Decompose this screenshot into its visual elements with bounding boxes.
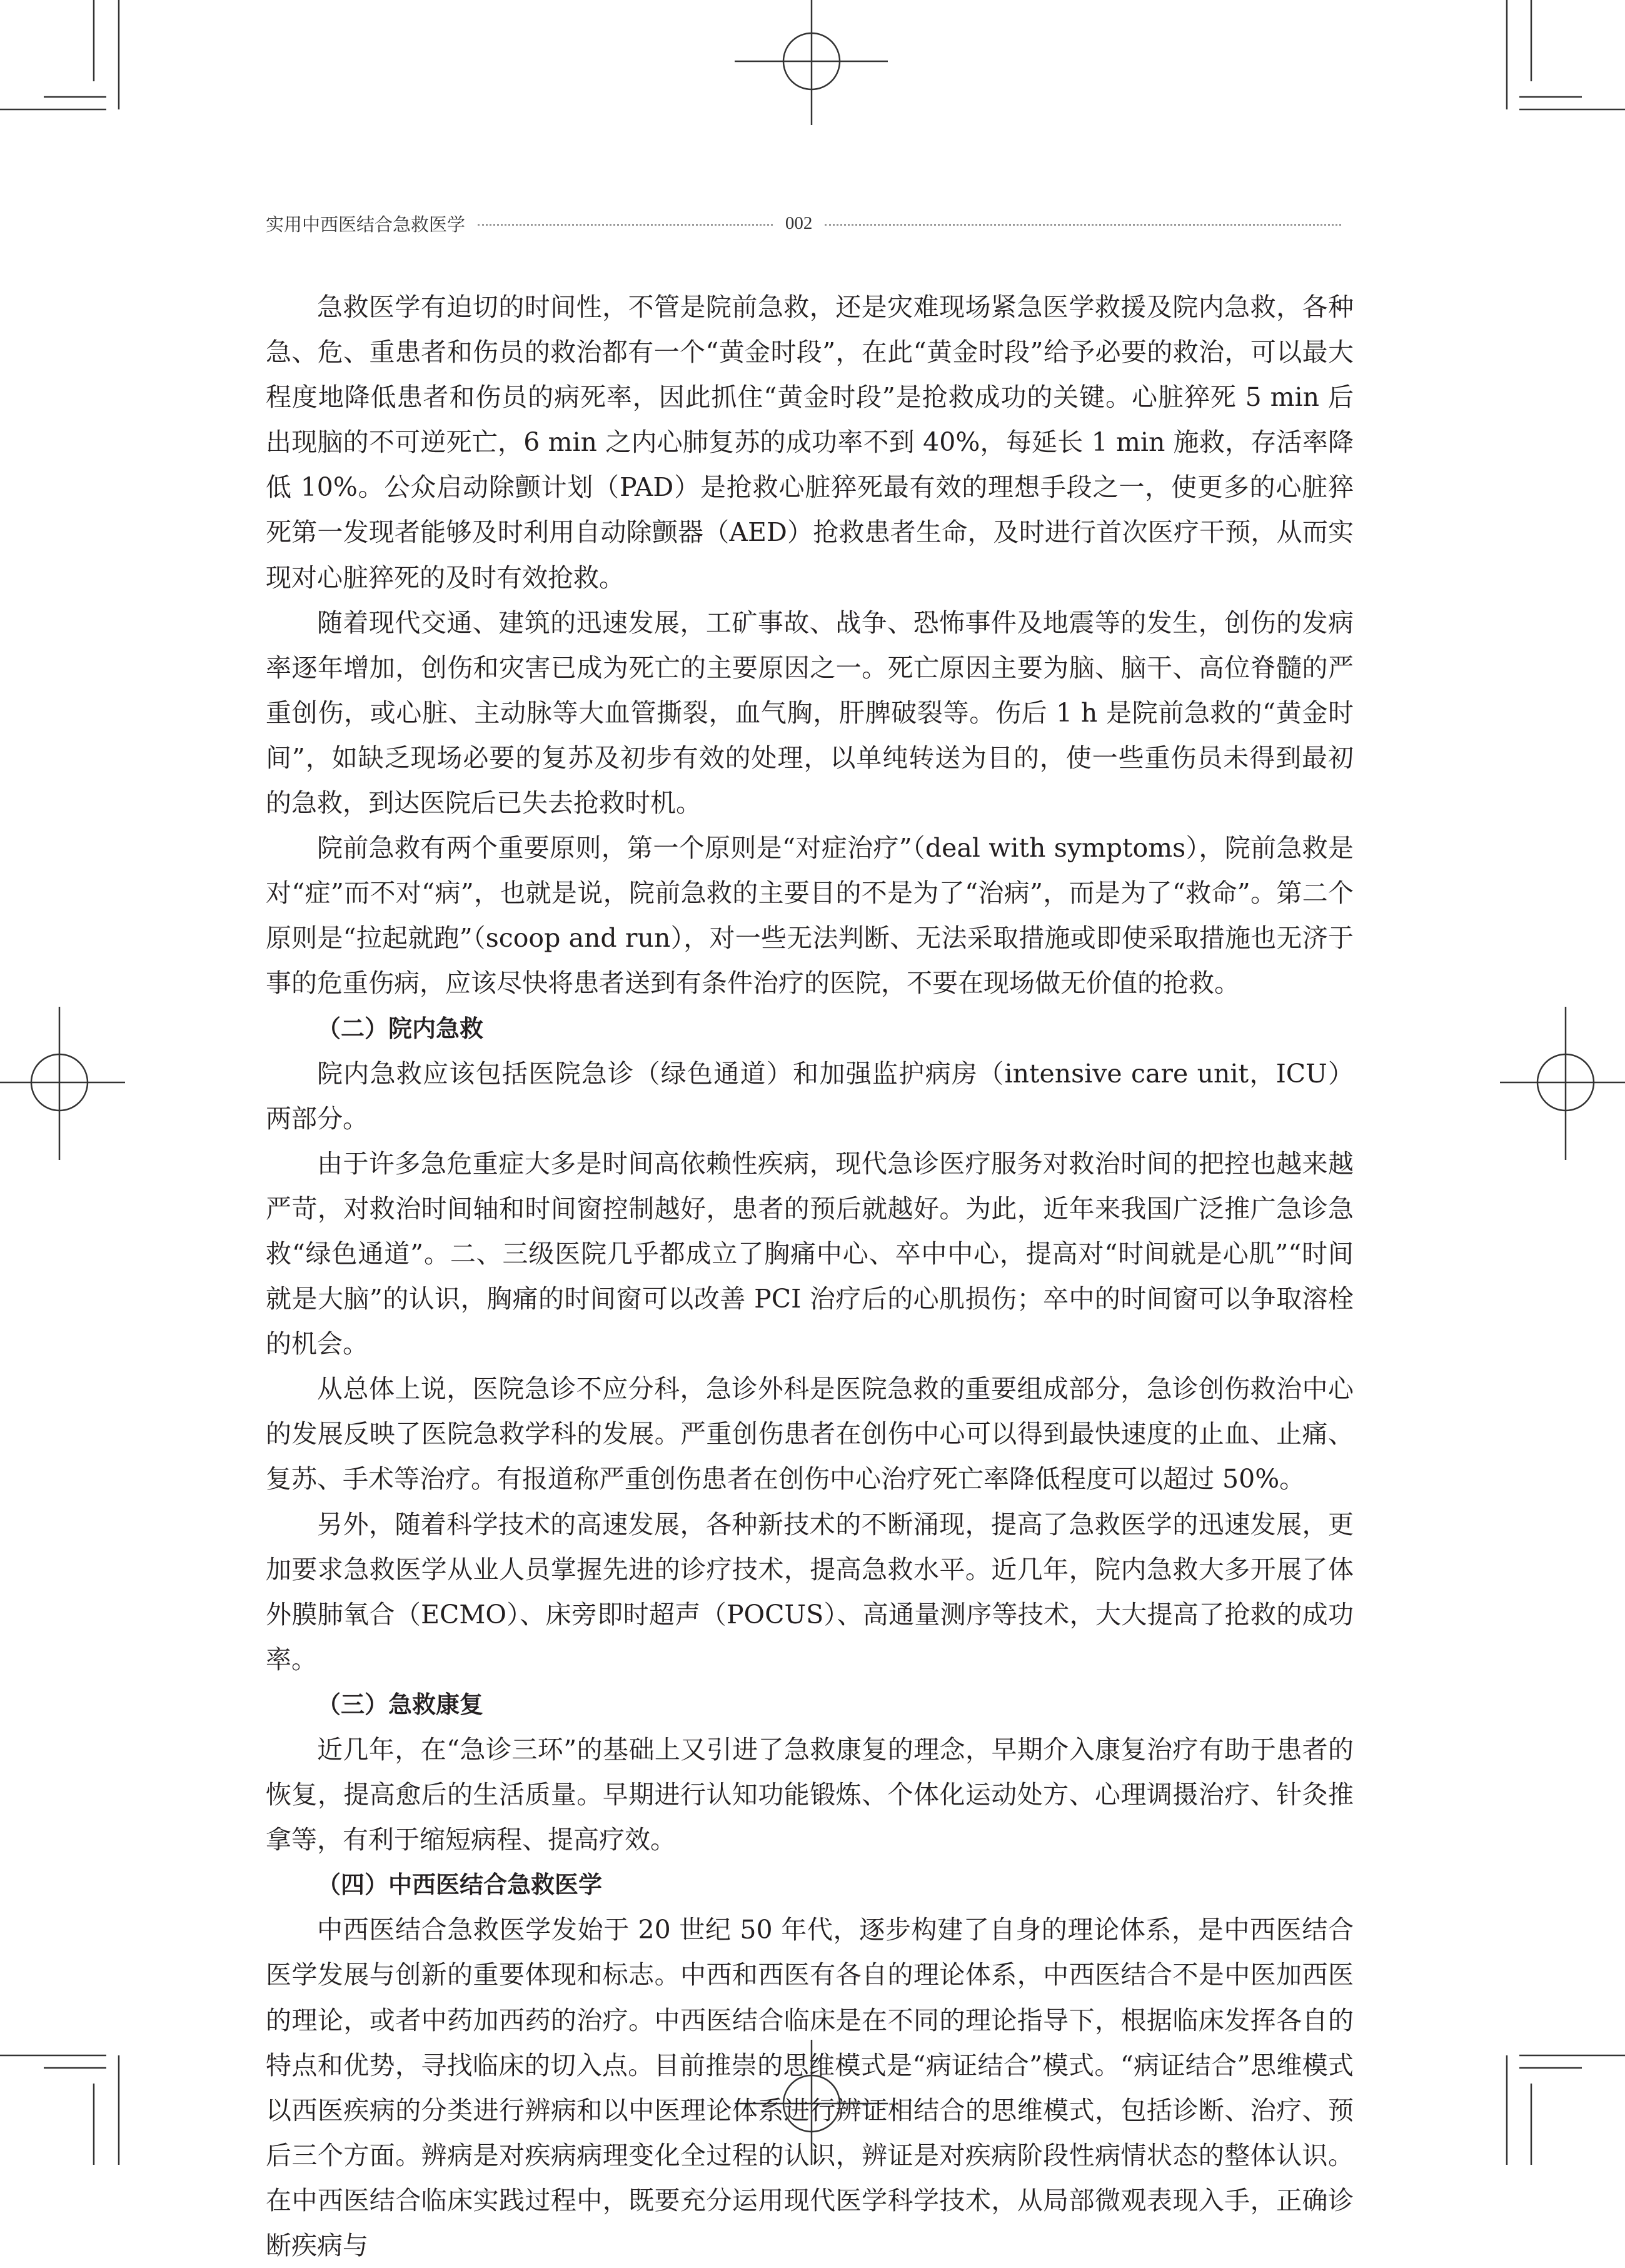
paragraph: 随着现代交通、建筑的迅速发展，工矿事故、战争、恐怖事件及地震等的发生，创伤的发病率逐年增加，创伤和灾害已成为死亡的主要原因之一。死亡原因主要为脑、脑干、高位脊髓的严重创伤，或心脏、主动脉等大血管撕裂，血气胸，肝脾破裂等。伤后 1 h 是院前急救的“黄金时间”，如缺乏现场必要的复苏及初步有效的处理，以单纯转送为目的，使一些重伤员未得到最初的急救，到达医院后已失去抢救时机。 [266, 607, 1354, 819]
section-heading: （三）急救康复 [317, 1690, 484, 1718]
paragraph: 由于许多急危重症大多是时间高依赖性疾病，现代急诊医疗服务对救治时间的把控也越来越严苛，对救治时间轴和时间窗控制越好，患者的预后就越好。为此，近年来我国广泛推广急诊急救“绿色通道”。二、三级医院几乎都成立了胸痛中心、卒中中心，提高对“时间就是心肌”“时间就是大脑”的认识，胸痛的时间窗可以改善 PCI 治疗后的心肌损伤；卒中的时间窗可以争取溶栓的机会。 [266, 1148, 1354, 1359]
page-number: 002 [785, 213, 813, 233]
running-header-title: 实用中西医结合急救医学 [266, 213, 466, 235]
running-header [266, 208, 1354, 239]
section-heading: （四）中西医结合急救医学 [317, 1871, 603, 1899]
paragraph: 另外，随着科学技术的高速发展，各种新技术的不断涌现，提高了急救医学的迅速发展，更加要求急救医学从业人员掌握先进的诊疗技术，提高急救水平。近几年，院内急救大多开展了体外膜肺氧合（ECMO）、床旁即时超声（POCUS）、高通量测序等技术，大大提高了抢救的成功率。 [266, 1509, 1354, 1675]
paragraph: 院内急救应该包括医院急诊（绿色通道）和加强监护病房（intensive care unit，ICU）两部分。 [266, 1058, 1354, 1134]
paragraph: 急救医学有迫切的时间性，不管是院前急救，还是灾难现场紧急医学救援及院内急救，各种急、危、重患者和伤员的救治都有一个“黄金时段”，在此“黄金时段”给予必要的救治，可以最大程度地降低患者和伤员的病死率，因此抓住“黄金时段”是抢救成功的关键。心脏猝死 5 min 后出现脑的不可逆死亡，6 min 之内心肺复苏的成功率不到 40%，每延长 1 min 施救，存活率降低 10%。公众启动除颤计划（PAD）是抢救心脏猝死最有效的理想手段之一，使更多的心脏猝死第一发现者能够及时利用自动除颤器（AED）抢救患者生命，及时进行首次医疗干预，从而实现对心脏猝死的及时有效抢救。 [266, 292, 1354, 593]
page-body [266, 285, 1354, 2268]
section-heading: （二）院内急救 [317, 1014, 484, 1042]
paragraph: 近几年，在“急诊三环”的基础上又引进了急救康复的理念，早期介入康复治疗有助于患者的恢复，提高愈后的生活质量。早期进行认知功能锻炼、个体化运动处方、心理调摄治疗、针灸推拿等，有利于缩短病程、提高疗效。 [266, 1735, 1354, 1855]
header-dotted-leader-right [825, 224, 1341, 226]
paragraph: 院前急救有两个重要原则，第一个原则是“对症治疗”（deal with symptoms），院前急救是对“症”而不对“病”，也就是说，院前急救的主要目的不是为了“治病”，而是为了“救命”。第二个原则是“拉起就跑”（scoop and run），对一些无法判断、无法采取措施或即使采取措施也无济于事的危重伤病，应该尽快将患者送到有条件治疗的医院，不要在现场做无价值的抢救。 [266, 833, 1354, 999]
paragraph: 中西医结合急救医学发始于 20 世纪 50 年代，逐步构建了自身的理论体系，是中西医结合医学发展与创新的重要体现和标志。中西和西医有各自的理论体系，中西医结合不是中医加西医的理论，或者中药加西药的治疗。中西医结合临床是在不同的理论指导下，根据临床发挥各自的特点和优势，寻找临床的切入点。目前推崇的思维模式是“病证结合”模式。“病证结合”思维模式以西医疾病的分类进行辨病和以中医理论体系进行辨证相结合的思维模式，包括诊断、治疗、预后三个方面。辨病是对疾病病理变化全过程的认识，辨证是对疾病阶段性病情状态的整体认识。在中西医结合临床实践过程中，既要充分运用现代医学科学技术，从局部微观表现入手，正确诊断疾病与 [266, 1915, 1354, 2261]
paragraph: 从总体上说，医院急诊不应分科，急诊外科是医院急救的重要组成部分，急诊创伤救治中心的发展反映了医院急救学科的发展。严重创伤患者在创伤中心可以得到最快速度的止血、止痛、复苏、手术等治疗。有报道称严重创伤患者在创伤中心治疗死亡率降低程度可以超过 50%。 [266, 1374, 1354, 1494]
header-dotted-leader [478, 224, 773, 226]
